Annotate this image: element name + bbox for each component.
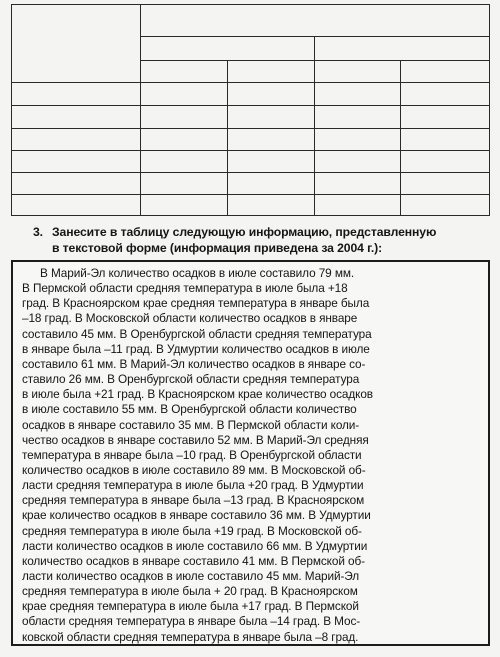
text-line: крае количество осадков в январе составило 36 мм. В Удмуртии <box>22 508 371 523</box>
column-rule <box>227 60 228 215</box>
column-rule <box>400 60 401 215</box>
table-row-rule <box>12 105 489 106</box>
text-line: в июле составило 55 мм. В Оренбургской области количество <box>22 402 357 417</box>
table-row-rule <box>12 128 489 129</box>
column-rule <box>314 36 315 215</box>
text-line: –18 град. В Московской области количество осадков в январе <box>22 311 358 326</box>
task-text-line: в текстовой форме (информация приведена за 2004 г.): <box>52 241 383 255</box>
text-line: В Марий-Эл количество осадков в июле составило 79 мм. <box>40 266 355 280</box>
text-line: температура в январе была –10 град. В Оренбургской области <box>22 447 362 462</box>
table-row-rule <box>12 172 489 173</box>
text-line: крае средняя температура в июле была +17 град. В Пермской <box>22 599 359 614</box>
text-line: ласти количество осадков в июле составило 45 мм. Марий-Эл <box>22 569 360 583</box>
table-row-rule <box>12 150 489 151</box>
text-line: ласти средняя температура в июле была +20 град. В Удмуртии <box>22 478 364 493</box>
text-line: в июле была +21 град. В Красноярском крае количество осадков <box>22 387 373 402</box>
text-line: составило 61 мм. В Марий-Эл количество осадков в январе со- <box>22 356 366 371</box>
text-line: средняя температура в июле была +19 град. В Московской об- <box>22 523 362 538</box>
text-line: град. В Красноярском крае средняя температура в январе была <box>22 296 370 311</box>
first-column-rule <box>140 5 141 215</box>
table-body-top-rule <box>12 82 489 83</box>
text-line: области средняя температура в январе была –14 град. В Мос- <box>22 614 361 629</box>
text-line: средняя температура в январе была –13 град. В Красноярском <box>22 493 365 508</box>
task-text-line: Занесите в таблицу следующую информацию, представленную <box>52 225 437 239</box>
text-line: средняя температура в июле была + 20 град. В Красноярском <box>22 584 358 599</box>
text-line: составило 45 мм. В Оренбургской области средняя температура <box>22 326 372 341</box>
task-number: 3. <box>33 225 43 239</box>
empty-data-table <box>11 4 490 216</box>
text-line: осадков в январе составило 35 мм. В Пермской области коли- <box>22 417 360 432</box>
text-line: чество осадков в январе составило 52 мм. В Марий-Эл средняя <box>22 432 369 447</box>
text-line: количество осадков в январе составило 41 мм. В Пермской об- <box>22 553 365 568</box>
text-line: ласти количество осадков в июле составило 66 мм. В Удмуртии <box>22 538 368 553</box>
text-line: В Пермской области средняя температура в июле была +18 <box>22 281 348 296</box>
text-line: ставило 26 мм. В Оренбургской области средняя температура <box>22 372 360 387</box>
table-row-rule <box>12 194 489 195</box>
text-line: в январе была –11 град. В Удмуртии количество осадков в июле <box>22 341 370 356</box>
text-line: ковской области средняя температура в январе была –8 град. <box>22 629 359 644</box>
text-line: количество осадков в июле составило 89 мм. В Московской об- <box>22 462 366 477</box>
source-text-box <box>11 260 490 646</box>
